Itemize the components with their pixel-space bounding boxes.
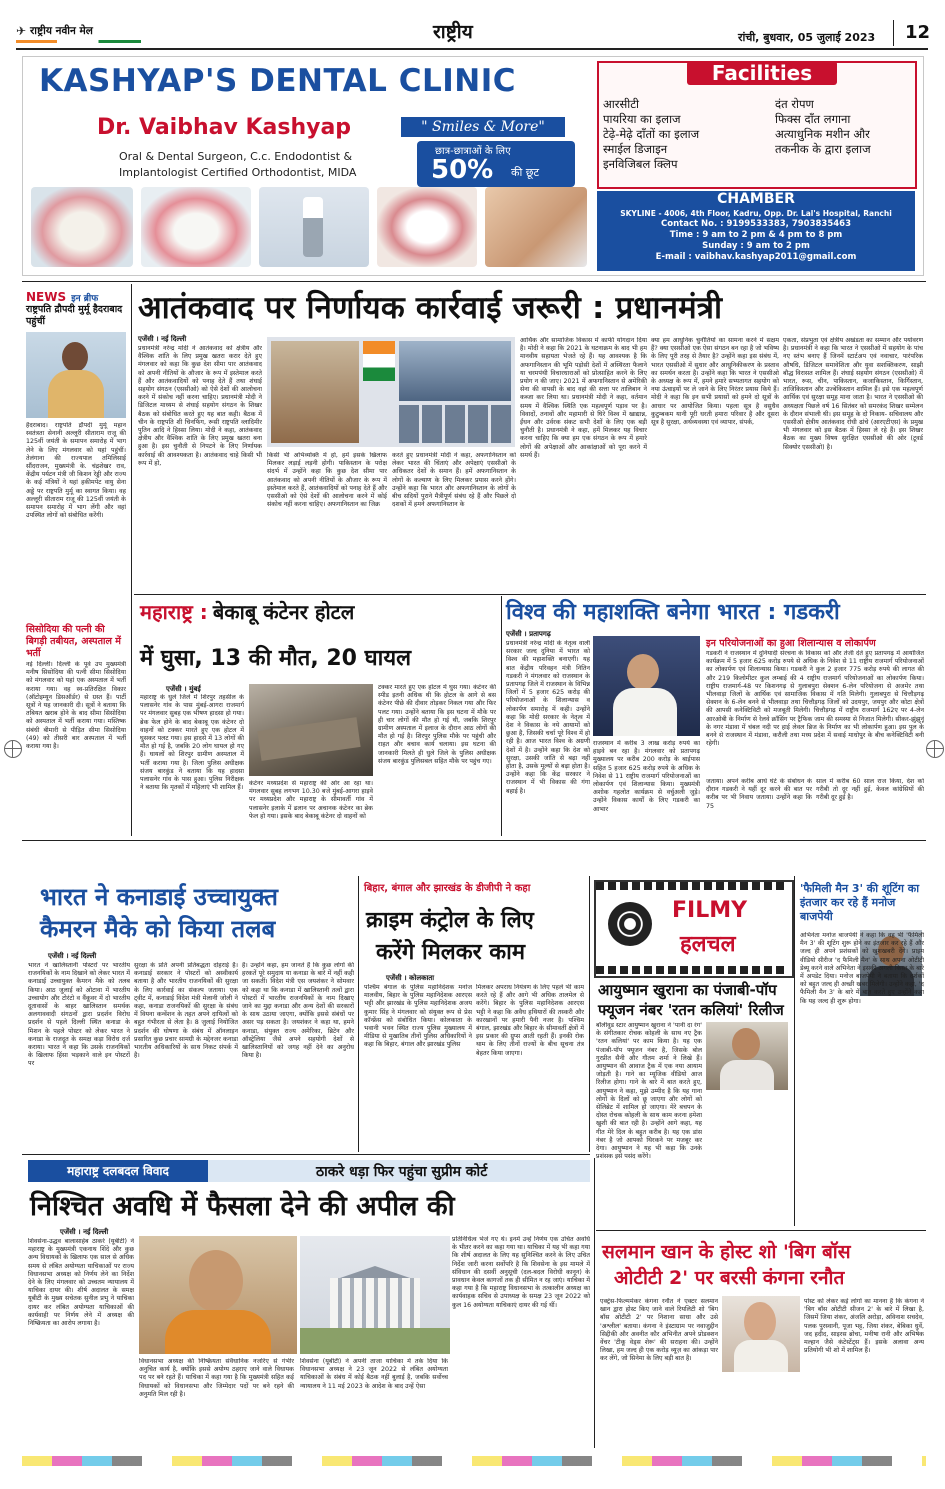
gadkari-col-4: साल में करीब 60 साल राज किया, देश को गरीबी तो दूर नहीं हुई, केवल कांग्रेसियों की गरीबी दूर हुई है। bbox=[816, 778, 924, 802]
brief-1-body: हैदराबाद। राष्ट्रपति द्रौपदी मुर्मू महान स्वतंत्रता सेनानी अल्लूरी सीताराम राजू की 125वीं जयंती के समापन समारोह में भाग लेने के लिए मंगलवार को यहां पहुंचीं। तेलंगाना की राज्यपाल तमिलिसाई सौंदराजन, मुख्यमंत्री के. चंद्रशेखर राव, केंद्रीय पर्यटन मंत्री जी किशन रेड्डी और राज्य के कई मंत्रियों ने यहां हकीमपेट वायु सेना अड्डे पर राष्ट्रपति मुर्मू का स्वागत किया। वह अल्लूरी सीताराम राजू की 125वीं जयंती के समापन समारोह में भाग लेंगी और वहां उपस्थित लोगों को संबोधित करेंगी। bbox=[26, 422, 126, 520]
filmy-logo-text: FILMY bbox=[672, 898, 748, 923]
dateline: रांची, बुधवार, 05 जुलाई 2023 bbox=[738, 31, 876, 44]
gadkari-photo bbox=[593, 636, 700, 736]
masthead-divider bbox=[893, 20, 894, 46]
crime-col-2: मिलकर अपराध नियंत्रण के लिए पहले भी काम करते रहे हैं और आगे भी अधिक तालमेल से करेंगे। बिहार के पुलिस महानिदेशक आरएस भट्टी ने कहा कि अवैध हथियारों की तस्करी और कारखानों पर हमारी पैनी नजर है। पश्चिम बंगाल, झारखंड और बिहार के सीमावर्ती क्षेत्रों में इस प्रकार की ग्रुप्स आती रहती हैं। इनकी रोक थाम के लिए तीनों राज्यों के बीच सूचना तंत्र बेहतर किया जाएगा। bbox=[476, 984, 584, 1057]
facility-item: आरसीटी bbox=[603, 97, 639, 111]
paper-name: राष्ट्रीय नवीन मेल bbox=[30, 25, 93, 37]
salman-col-1: एक्ट्रेस-फिल्ममेकर कंगना रनौत ने एक्टर सलमान खान द्वारा होस्ट किए जाने वाले रियलिटी शो 'बिग बॉस ओटीटी 2' पर निशाना साधा और उसे 'अश्लील' बताया। कंगना ने इंस्टाग्राम पर नवाजुद्दीन सिद्दीकी और अवनीत कौर अभिनीत अपने प्रोडक्शन वेंचर 'टीकू वेड्स शेरू' की सराहना की। उन्होंने लिखा, हम जल्द ही एक करोड़ व्यूज़ का आंकड़ा पार कर लेंगे, जो सिनेमा के लिए बड़ी बात है। bbox=[600, 1298, 718, 1363]
lead-dateline: एजेंसी । नई दिल्ली bbox=[138, 335, 187, 343]
news-in-brief bbox=[22, 284, 128, 832]
maharashtra-col-2: कंटेनर मध्यप्रदेश से महाराष्ट्र की ओर आ रहा था। मंगलवार सुबह लगभग 10.30 बजे मुंबई-आगरा हाइवे पर मध्यप्रदेश और महाराष्ट्र के सीमावर्ती गांव में पलासनेर इलाके में ढलान पर अचानक कंटेनर का ब्रेक फेल हो गया। इसके बाद बेकाबू कंटेनर दो वाहनों को bbox=[249, 780, 373, 820]
filmy-halchal-logo bbox=[594, 880, 794, 978]
facility-item: पायरिया का इलाज bbox=[603, 112, 681, 126]
implant-graphic bbox=[303, 197, 323, 257]
gadkari-col-3: जताया। अपने करीब आधे घंटे के संबोधन के दौरान गडकरी ने यहीं दूर करने की बात पर करीब पर भी निवाय जताया। उन्होंने कहा कि 75 bbox=[706, 778, 812, 810]
video-grid bbox=[399, 405, 511, 443]
sidebar-rule bbox=[131, 284, 132, 836]
video-tile-modi bbox=[271, 341, 359, 443]
crime-headline-1: क्राइम कंट्रोल के लिए bbox=[366, 908, 534, 933]
maharashtra-dateline: एजेंसी । मुंबई bbox=[166, 685, 201, 693]
offer-badge bbox=[417, 141, 575, 187]
doctor-name: Dr. Vaibhav Kashyap bbox=[97, 115, 352, 140]
canada-col-2: सुरक्षा के प्रति अपनी प्रतिबद्धता दोहराई है। कनाडाई सरकार ने पोस्टरों को अस्वीकार्य बताया है और भारतीय राजनयिकों की सुरक्षा के लिए कार्रवाई का संकल्प जताया। एक ट्वीट में, कनाडाई विदेश मंत्री मेलानी जोली ने कहा, कनाडा राजनयिकों की सुरक्षा के संबंध में वियना कन्वेंशन के तहत अपने दायित्वों को बहुत गंभीरता से लेता है। 8 जुलाई नियोजित प्रदर्शन की घोषणा के संबंध में ऑनलाइन प्रसारित कुछ प्रचार सामग्री के मद्देनजर कनाडा भारतीय अधिकारियों के साथ निकट संपर्क में है। bbox=[134, 962, 238, 1060]
video-tile-putin bbox=[399, 341, 511, 401]
registration-mark bbox=[4, 740, 22, 758]
filmy-sidebar-divider bbox=[794, 876, 795, 1226]
sc-col-4: प्रतिनिधित्व भेजे गए थे। इनमें उन्हें निर्णय एक उचित अवधि के भीतर करने का कहा गया था। याचिका में यह भी कहा गया कि शीर्ष अदालत के लिए यह सुनिश्चित करने के लिए उचित निर्देश जारी करना सर्वोपरि है कि शिवसेना के इस मामले में संविधान की दसवीं अनुसूची (दल-बदल विरोधी कानून) के प्रावधान केवल कागजों तक ही सीमित न रह जाएं। याचिका में कहा गया है कि महाराष्ट्र विधानसभा के तत्कालीन अध्यक्ष का कार्यवाहक सचिव से उपाध्यक्ष के समक्ष 23 जून 2022 को कुल 16 अयोग्यता याचिकाएं दायर की गई थीं। bbox=[452, 1236, 590, 1309]
tooth-photo-4 bbox=[377, 187, 477, 267]
page-number: 12 bbox=[905, 22, 931, 43]
clinic-name: KASHYAP'S DENTAL CLINIC bbox=[39, 63, 516, 99]
maharashtra-headline bbox=[140, 598, 500, 625]
nib-brief: इन ब्रीफ bbox=[71, 294, 99, 304]
president-photo bbox=[26, 332, 126, 418]
paper-logo bbox=[16, 22, 146, 44]
facility-item: दंत रोपण bbox=[775, 97, 814, 111]
chamber-email: E-mail : vaibhav.kashyap2011@gmail.com bbox=[655, 252, 857, 262]
tooth-photo-5 bbox=[485, 187, 587, 267]
sc-col-2: विधानसभा अध्यक्ष की निष्क्रियता संवैधानिक नजरिए से गंभीर अनुचित कार्य है, क्योंकि इससे अयोग्य ठहराए जाने वाले विधायक पद पर बने रहते हैं। याचिका में कहा गया है कि मुख्यमंत्री सहित कई विधायकों को विधानसभा और जिम्मेदार पदों पर बने रहने की अनुमति मिल रही है। bbox=[139, 1358, 294, 1398]
chamber-box bbox=[597, 191, 915, 271]
tagline-badge: " Smiles & More" bbox=[401, 117, 565, 137]
salman-headline-1: सलमान खान के होस्ट शो 'बिग बॉस bbox=[602, 1241, 851, 1263]
maharashtra-headline-2: में घुसा, 13 की मौत, 20 घायल bbox=[140, 646, 411, 671]
masthead bbox=[0, 0, 945, 56]
ad-bottom-rule bbox=[22, 281, 926, 282]
offer-line: छात्र-छात्राओं के लिए bbox=[435, 146, 511, 157]
crime-kicker: बिहार, बंगाल और झारखंड के डीजीपी ने कहा bbox=[364, 883, 531, 894]
halchal-logo-text: हलचल bbox=[680, 932, 736, 957]
facilities-left-list bbox=[603, 97, 768, 172]
ayushmann-photo bbox=[706, 1022, 788, 1090]
chamber-sunday: Sunday : 9 am to 2 pm bbox=[702, 241, 810, 251]
film-strip-bottom bbox=[596, 966, 788, 974]
section-title: राष्ट्रीय bbox=[433, 21, 473, 43]
sc-label-band bbox=[28, 1160, 590, 1182]
gadkari-col-2: गडकरी ने राजस्थान में दुनियादी संरचना के विकास को और तेजी देते हुए प्रतापगढ़ में आयोजित कार्यक्रम में 5 हजार 625 करोड़ रुपये से अधिक के निवेश से 11 राष्ट्रीय राजमार्ग परियोजनाओं का लोकार्पण एवं शिलान्यास किया। गडकरी ने कुल 2 हजार 775 करोड़ रुपये की लागत की और 219 किलोमीटर कुल लम्बाई की 4 राष्ट्रीय राजमार्ग परियोजनाओं का लोकार्पण किया। राष्ट्रीय राजमार्ग-48 पर किशनगढ़ से गुलाबपुरा सेक्शन 6-लेन परियोजना से अजमेर तथा भीलवाड़ा जिलों के आर्थिक एवं सामाजिक विकास में गति मिलेगी। गुलाबपुरा से चित्तौड़गढ़ सेक्शन के 6-लेन बनने से भीलवाड़ा तथा चित्तौड़गढ़ जिलों को उदयपुर, जयपुर और कोटा क्षेत्रों की आपसी कनेक्टिविटी को मजबूती मिलेगी। चित्तौड़गढ़ में राष्ट्रीय राजमार्ग 162ए पर 4-लेन आरओबी के निर्माण से रेलवे क्रॉसिंग पर ट्रैफिक जाम की समस्या से निजात मिलेगी। सीकर-झुंझुनूं के नगर मंडावा में चंबल नदी पर हाई लेवल ब्रिज के निर्माण का भी लोकार्पण हुआ। इस पुल के बनने से राजस्थान में मंडावा, करौली तथा मध्य प्रदेश में सवाई माधोपुर के बीच कनेक्टिविटी बनी रहेगी। bbox=[706, 650, 924, 748]
nib-label bbox=[26, 286, 98, 305]
supreme-court-photo bbox=[300, 1236, 450, 1354]
sco-summit-photo bbox=[267, 337, 515, 447]
canada-headline-1: भारत ने कनाडाई उच्चायुक्त bbox=[40, 883, 278, 911]
salman-headline-2: ओटीटी 2' पर बरसी कंगना रनौत bbox=[614, 1267, 845, 1289]
maharashtra-headline-1: बेकाबू कंटेनर होटल bbox=[212, 600, 355, 624]
lead-col-3: करते हुए प्रधानमंत्री मोदी ने कहा, अफगानिस्तान को लेकर भारत की चिंताएं और अपेक्षाएं एससीओ के अधिकतर देशों के समान हैं। हमें अफगानिस्तान के लोगों के कल्याण के लिए मिलकर प्रयास करने होंगे। उन्होंने कहा कि भारत और अफगानिस्तान के लोगों के बीच सदियों पुराने मैत्रीपूर्ण संबंध रहे हैं और पिछले दो दशकों में हमने अफगानिस्तान के bbox=[392, 452, 516, 509]
lead-col-2: किसी भी अभिव्यक्ति में हो, हमें इसके खिलाफ मिलकर लड़ाई लड़नी होगी। पाकिस्तान के परोक्ष संदर्भ में उन्होंने कहा कि कुछ देश सीमा पार आतंकवाद को अपनी नीतियों के औजार के रूप में इस्तेमाल करते हैं, आतंकवादियों को पनाह देते हैं और एससीओ को ऐसे देशों की आलोचना करने में कोई संकोच नहीं करना चाहिए। अफगानिस्तान का जिक्र bbox=[267, 452, 387, 509]
facility-item: स्माईल डिजाइन bbox=[603, 142, 668, 156]
brief-2-headline: सिसोदिया की पत्नी की बिगड़ी तबीयत, अस्पताल में भर्ती bbox=[26, 624, 121, 659]
facility-item: टेढ़े-मेढ़े दाँतों का इलाज bbox=[603, 127, 700, 141]
tooth-photo-1 bbox=[31, 187, 133, 267]
crime-headline-2: करेंगे मिलकर काम bbox=[376, 940, 526, 965]
gadkari-caption: राजस्थान में करीब 3 लाख करोड़ रुपये का हाइवे बन रहा है। मंगलवार को प्रतापगढ़ मुख्यालय पर करीब 200 करोड़ के बाईपास सहित 5 हजार 625 करोड़ रुपये के अधिक के निवेश से 11 राष्ट्रीय राजमार्ग परियोजनाओं का लोकार्पण एवं शिलान्यास किया। मुख्यमंत्री अशोक गहलोत कार्यक्रम से वर्चुअली जुड़े। उन्होंने विकास कार्यों के लिए गडकरी का आभार bbox=[593, 740, 700, 813]
sc-headline: निश्चित अवधि में फैसला देने की अपील की bbox=[30, 1191, 455, 1222]
canada-headline-2: कैमरन मैके को किया तलब bbox=[40, 915, 276, 943]
sc-salman-divider bbox=[594, 1158, 595, 1448]
crime-dateline: एजेंसी । कोलकाता bbox=[386, 974, 435, 982]
lead-bottom-rule bbox=[134, 594, 926, 595]
ayushmann-headline-2: फ्यूजन नंबर 'रतन कलियां' रिलीज bbox=[598, 1001, 784, 1019]
ayushmann-col-1: बॉलीवुड स्टार आयुष्मान खुराना ने 'पानी दा रंग' के संगीतकार रोचक कोहली के साथ नए ट्रैक 'रतन कलियां' पर काम किया है। यह एक पंजाबी-पॉप फ्यूजन नंबर है, जिसके बोल गुरप्रीत सैनी और गौतम शर्मा ने लिखे हैं। आयुष्मान की आवाज ट्रैक में एक नया आयाम जोड़ती है। गाने का म्यूजिक वीडियो आज रिलीज होगा। गाने के बारे में बात करते हुए, आयुष्मान ने कहा, मुझे उम्मीद है कि यह गाना लोगों के दिलों को छू जाएगा और लोगों को सेलिब्रेट में शामिल हो जाएगा। मेरे बचपन के दोस्त रोचक कोहली के साथ काम करना हमेशा खुशी की बात रही है। उन्होंने आगे कहा, यह गीत मेरे दिल के बहुत करीब है। यह एक डांस नंबर है जो आपको थिरकने पर मजबूर कर देगा। आयुष्मान ने यह भी कहा कि उनके प्रशंसक इसे पसंद करेंगे। bbox=[596, 1022, 702, 1161]
accident-photo bbox=[249, 684, 373, 776]
sc-kicker: ठाकरे धड़ा फिर पहुंचा सुप्रीम कोर्ट bbox=[316, 1164, 488, 1180]
family-man-headline: 'फैमिली मैन 3' की शूटिंग का इंतजार कर रहे हैं मनोज बाजपेयी bbox=[800, 882, 920, 923]
offer-percent: 50% bbox=[431, 155, 494, 185]
maharashtra-col-3: टक्कर मारते हुए एक होटल में घुस गया। कंटेनर की स्पीड इतनी अधिक थी कि होटल के आगे से बस कंटेनर पीछे की दीवार तोड़कर निकल गया और फिर पलट गया। उन्होंने बताया कि इस घटना में मौके पर ही चार लोगों की मौत हो गई थी, जबकि शिरपुर ग्रामीण अस्पताल में इलाज के दौरान आठ लोगों की मौत हो गई है। शिरपुर पुलिस मौके पर पहुंची और राहत और बचाव कार्य चलाया। इस घटना की जानकारी मिलते ही धुले जिले के पुलिस अधीक्षक संजय बारकुंड पुलिसबल सहित मौके पर पहुंच गए। bbox=[378, 684, 496, 765]
lead-col-4: आर्थिक और सामाजिक विकास में काफी योगदान दिया है। मोदी ने कहा कि 2021 के घटनाक्रम के बाद भी हम मानवीय सहायता भेजते रहे हैं। यह आवश्यक है कि अफगानिस्तान की भूमि पड़ोसी देशों में अस्थिरता फैलाने या चरमपंथी विचारधाराओं को प्रोत्साहित करने के लिए प्रयोग न की जाए। 2021 में अफगानिस्तान से अमेरिकी सेना की वापसी के बाद वहां की सत्ता पर तालिबान ने कब्जा कर लिया था। प्रधानमंत्री मोदी ने कहा, वर्तमान समय में वैश्विक स्थिति एक महत्वपूर्ण पड़ाव पर है। विवादों, तनावों और महामारी से घिरे विश्व में खाद्यान्न, ईंधन और उर्वरक संकट सभी देशों के लिए एक बड़ी चुनौती है। प्रधानमंत्री ने कहा, हमें मिलकर यह विचार करना चाहिए कि क्या हम एक संगठन के रूप में हमारे लोगों की अपेक्षाओं और आकांक्षाओं को पूरा करने में समर्थ हैं। bbox=[520, 337, 647, 459]
chamber-address: SKYLINE - 4006, 4th Floor, Kadru, Opp. Dr. Lal's Hospital, Ranchi bbox=[620, 209, 892, 218]
gadkari-col-1: प्रधानमंत्री नरेन्द्र मोदी के नेतृत्व वाली सरकार जल्द दुनिया में भारत को विश्व की महाशक्ति बनाएगी। यह बात केंद्रीय परिवहन मंत्री नितिन गडकरी ने मंगलवार को राजस्थान के प्रतापगढ़ जिले में राजस्थान के विभिन्न जिलों में 5 हजार 625 करोड़ की परियोजनाओं के शिलान्यास व लोकार्पण समारोह में कही। उन्होंने कहा कि मोदी सरकार के नेतृत्व में देश ने विकास के नये आयामों को छुआ है, जिसकी चर्चा पूरे विश्व में हो रही है। आज भारत विश्व के अग्रणी देशों में है। उन्होंने कहा कि देश को सुरक्षा, उसकी जांति से बढ़ा नहीं होता है, उसके मूल्यों से बढ़ा होता है। उन्होंने कहा कि केंद्र सरकार ने राजस्थान में भी विकास की गंगा बहाई है। bbox=[506, 640, 590, 795]
facility-item: तकनीक के द्वारा इलाज bbox=[775, 142, 871, 156]
film-strip-top bbox=[596, 882, 788, 890]
maharashtra-col-1: महाराष्ट्र के धुले जिले में शिरपुर तहसील के पलासनेर गांव के पास मुंबई-आगरा राजमार्ग पर मंगलवार सुबह एक भीषण हादसा हो गया। ब्रेक फेल होने के बाद बेकाबू एक कंटेनर दो वाहनों को टक्कर मारते हुए एक होटल में घुसकर पलट गया। इस हादसे में 13 लोगों की मौत हो गई है, जबकि 20 लोग घायल हो गए हैं। घायलों को शिरपुर ग्रामीण अस्पताल में भर्ती कराया गया है। जिला पुलिस अधीक्षक संजय बारकुंड ने बताया कि यह हादसा पलासनेर गांव के पास हुआ। पुलिस निरीक्षक ने बताया कि मृतकों में महिलाएं भी शामिल हैं। bbox=[140, 694, 244, 792]
facilities-right-list bbox=[775, 97, 911, 157]
brief-2-body: नई दिल्ली। दिल्ली के पूर्व उप मुख्यमंत्री मनीष सिसोदिया की पत्नी सीमा सिसोदिया को मंगलवार को यहां एक अस्पताल में भर्ती कराया गया। वह स्व-प्रतिरक्षित विकार (ऑटोइम्यून डिसऑर्डर) से ग्रस्त हैं। पार्टी सूत्रों ने यह जानकारी दी। सूत्रों ने बताया कि तबियत खराब होने के बाद सीमा सिसोदिया को अस्पताल में भर्ती कराया गया। मस्तिष्क संबंधी बीमारी से पीड़ित सीमा सिसोदिया (49) को तीसरी बार अस्पताल में भर्ती कराया गया है। bbox=[26, 661, 126, 751]
canada-col-1: भारत ने खालिस्तानी पोस्टरों पर भारतीय राजनयिकों के नाम दिखाने को लेकर भारत में कनाडाई उच्चायुक्त कैमरन मैके को तलब किया। आठ जुलाई को ओटावा में भारतीय उच्चायोग और टोरंटो व वैंकूवर में दो भारतीय दूतावासों के बाहर खालिस्तान समर्थक अलगाववादी संगठनों द्वारा प्रदर्शन विरोध प्रदर्शन से पहले दिल्ली स्थित कनाडा के मिशन के पहले पोस्टर को लेकर भारत ने कनाडा के राजदूत के समक्ष कड़ा विरोध दर्ज कराया। भारत ने कहा कि उसके राजनयिकों के खिलाफ हिंसा भड़काने वाले इन पोस्टरों पर bbox=[28, 962, 130, 1068]
lead-col-5: क्या हम आधुनिक चुनौतियों का सामना करने में सक्षम हैं? क्या एससीओ एक ऐसा संगठन बन रहा है जो भविष्य के लिए पूरी तरह से तैयार है? उन्होंने कहा इस संबंध में, भारत एससीओ में सुधार और आधुनिकीकरण के प्रस्ताव का समर्थन करता है। उन्होंने कहा कि भारत ने एससीओ के अध्यक्ष के रूप में, हमने हमारे सभ्यतागत सहयोग को नया ऊंचाइयों पर ले जाने के लिए निरंतर प्रयास किये हैं। मोदी ने कहा कि इन सभी प्रयासों को हमने दो सूत्रों के आधार पर आयोजित किया। पहला सूत्र है वसुधैव कुटुम्बकम यानी पूरी धरती हमारा परिवार है और दूसरा सूत्र है सुरक्षा, अर्थव्यवस्था एवं व्यापार, संपर्क, bbox=[651, 337, 779, 427]
chamber-title: CHAMBER bbox=[717, 191, 795, 207]
family-man-body: अभिनेता मनोज बाजपेयी ने कहा कि वह भी 'फैमिली मैन 3' की शूटिंग शुरू होने का इंतजार कर रहे हैं और जल्द ही अपने प्रशंसकों को खुशखबरी देंगे। प्राइम वीडियो सीरीज 'द फैमिली मैन' के साथ अपना ओटीटी डेब्यू करने वाले अभिनेता ने इसकी अगली किस्त के बारे में अपडेट दिया। मनोज बाजपेयी ने बताया कि दर्शकों को बहुत जल्द ही अच्छी खबर मिलेगी। उन्होंने कहा, 'द फैमिली मैन 3' के बारे में बात करते हुए उन्होंने कहा कि यह जल्द ही शुरू होगा। bbox=[800, 932, 924, 1005]
facilities-title: Facilities bbox=[687, 61, 837, 85]
mid-rule bbox=[22, 840, 926, 841]
maharashtra-gadkari-divider bbox=[501, 596, 502, 836]
crime-col-1: पश्चिम बंगाल के पुलिस महानिदेशक मनोज मालवीय, बिहार के पुलिस महानिदेशक आरएस भट्टी और झारखंड के पुलिस महानिदेशक अजय कुमार सिंह ने मंगलवार को संयुक्त रूप से प्रेस कॉन्फ्रेंस को संबोधित किया। कोलकाता के भवानी भवन स्थित राज्य पुलिस मुख्यालय में मीडिया से मुखातिब तीनों पुलिस अधिकारियों ने कहा कि बिहार, बंगाल और झारखंड पुलिस bbox=[364, 984, 472, 1049]
salman-top-rule bbox=[596, 1230, 926, 1231]
lead-col-6: एकता, संप्रभुता एवं क्षेत्रीय अखंडता का सम्मान और पर्यावरण है। प्रधानमंत्री ने कहा कि भारत ने एससीओ में सहयोग के पांच नए स्तंभ बनाए हैं जिनमें स्टार्टअप एवं नवाचार, पारंपरिक औषधि, डिजिटल समावेशिता और युवा सशक्तिकरण, साझी बौद्ध विरासत शामिल हैं। शंघाई सहयोग संगठन (एससीओ) में भारत, रूस, चीन, पाकिस्तान, कजाकिस्तान, किर्गिस्तान, ताजिकिस्तान और उज्बेकिस्तान शामिल हैं। इसे एक महत्वपूर्ण आर्थिक एवं सुरक्षा समूह माना जाता है। भारत ने एससीओ की अध्यक्षता पिछले वर्ष 16 सितंबर को समरकंद शिखर सम्मेलन के दौरान संभाली थी। इस समूह के दो निकाय- सचिवालय और एससीओ क्षेत्रीय आतंकवाद रोधी ढांचे (आरएटीएस) के प्रमुख भी मंगलवार को इस बैठक में हिस्सा ले रहे हैं। इस शिखर बैठक का मुख्य विषय सुरक्षित एससीओ की ओर (टूवर्ड सिक्योर एससीओ) है। bbox=[783, 337, 923, 451]
sc-dateline: एजेंसी । नई दिल्ली bbox=[60, 1228, 109, 1236]
maharashtra-kicker: महाराष्ट्र : bbox=[140, 600, 208, 624]
tooth-photo-2 bbox=[141, 187, 251, 267]
ayushmann-headline-1: आयुष्मान खुराना का पंजाबी-पॉप bbox=[598, 981, 777, 999]
canada-crime-divider bbox=[358, 876, 359, 1152]
salman-col-2: पोस्ट को लेकर कई लोगों का मानना है कि कंगना ने 'बिग बॉस ओटीटी सीजन 2' के बारे में लिखा है, जिसमें जिया शंकर, अंजलि अरोड़ा, अविनाश सचदेव, पलक पुरस्वानी, पूजा भट्ट, जिया शंकर, बेबिका धुर्वे, जद हदीद, साइरस ब्रोचा, मनीषा रानी और अभिषेक मल्हान जैसे कंटेस्टेंट्स हैं। इसके अलावा अन्य प्रतियोगी भी शो में शामिल हैं। bbox=[804, 1298, 924, 1355]
dental-clinic-ad bbox=[22, 56, 924, 276]
brief-1-headline: राष्ट्रपति द्रौपदी मुर्मू हैदराबाद पहुंचीं bbox=[26, 304, 123, 327]
sc-label: महाराष्ट्र दलबदल विवाद bbox=[28, 1160, 208, 1182]
masthead-rule bbox=[16, 48, 928, 50]
sc-col-1: शिवसेना-उद्धव बालासाहेब ठाकरे (यूबीटी) ने महाराष्ट्र के मुख्यमंत्री एकनाथ शिंदे और कुछ अन्य विधायकों के खिलाफ एक साल से अधिक समय से लंबित अयोग्यता याचिकाओं पर राज्य विधानसभा अध्यक्ष को निर्णय लेने का निर्देश देने के लिए मंगलवार को उच्चतम न्यायालय में याचिका दायर की। शीर्ष अदालत के समक्ष यूबीटी के मुख्य सचेतक सुनील प्रभु ने याचिका दायर कर लंबित अयोग्यता याचिकाओं की कार्यवाही पर निर्णय लेने में अध्यक्ष की निष्क्रियता का आरोप लगाया है। bbox=[28, 1238, 134, 1328]
facility-item: अत्याधुनिक मशीन और bbox=[775, 127, 870, 141]
facility-item: इनविजिबल क्लिप bbox=[603, 157, 678, 171]
chamber-contact: Contact No. : 9199533383, 7903835463 bbox=[661, 219, 851, 229]
chamber-time: Time : 9 am to 2 pm & 4 pm to 8 pm bbox=[669, 230, 843, 240]
tricolor-bar bbox=[16, 40, 141, 43]
canada-dateline: एजेंसी । नई दिल्ली bbox=[48, 952, 97, 960]
kangana-photo bbox=[722, 1296, 800, 1372]
tooth-photo-3 bbox=[259, 187, 369, 267]
gadkari-headline: विश्व की महाशक्ति बनेगा भारत : गडकरी bbox=[506, 600, 840, 625]
lead-headline: आतंकवाद पर निर्णायक कार्रवाई जरूरी : प्रधानमंत्री bbox=[138, 290, 723, 326]
gadkari-subhead: इन परियोजनाओं का हुआ शिलान्यास व लोकार्पण bbox=[706, 638, 876, 649]
film-reel-icon bbox=[608, 902, 652, 946]
bird-icon: ✈ bbox=[16, 24, 27, 38]
gadkari-dateline: एजेंसी । प्रतापगढ़ bbox=[506, 630, 551, 638]
flag-tile bbox=[363, 341, 395, 381]
facility-item: फिक्स दाँत लगाना bbox=[775, 112, 851, 126]
canada-col-3: है। उन्होंने कहा, हम जानते हैं कि कुछ लोगों की हरकतें पूरे समुदाय या कनाडा के बारे में नहीं कही जा सकतीं। विदेश मंत्री एस जयशंकर ने सोमवार को कहा था कि कनाडा में खालिस्तानी तत्वों द्वारा पोस्टरों में भारतीय राजनयिकों के नाम दिखाए जाने का मुद्दा कनाडा और अन्य देशों की सरकारों के साथ उठाया जाएगा, क्योंकि इससे संबंधों पर असर पड़ सकता है। जयशंकर ने कहा था, हमने कनाडा, संयुक्त राज्य अमेरिका, ब्रिटेन और ऑस्ट्रेलिया जैसे अपने सहयोगी देशों से खालिस्तानियों को जगह नहीं देने का अनुरोध किया है। bbox=[242, 962, 354, 1060]
crime-filmy-divider bbox=[589, 876, 590, 1152]
offer-suffix: की छूट bbox=[511, 166, 540, 179]
qualification-1: Oral & Dental Surgeon, C.c. Endodontist & bbox=[119, 150, 353, 163]
color-bar bbox=[22, 1456, 926, 1466]
nib-news: NEWS bbox=[26, 290, 67, 304]
registration-mark bbox=[926, 740, 944, 758]
lead-col-1: प्रधानमंत्री नरेन्द्र मोदी ने आतंकवाद को क्षेत्रीय और वैश्विक शांति के लिए प्रमुख खतरा करार देते हुए मंगलवार को कहा कि कुछ देश सीमा पार आतंकवाद को अपनी नीतियों के औजार के रूप में इस्तेमाल करते हैं और आतंकवादियों को पनाह देते हैं तथा शंघाई सहयोग संगठन (एससीओ) को ऐसे देशों की आलोचना करने में संकोच नहीं करना चाहिए। प्रधानमंत्री मोदी ने डिजिटल माध्यम से शंघाई सहयोग संगठन के शिखर बैठक को संबोधित करते हुए यह बात कही। बैठक में चीन के राष्ट्रपति शी चिनफिंग, रूसी राष्ट्रपति व्लादिमीर पुतिन आदि ने हिस्सा लिया। मोदी ने कहा, आतंकवाद क्षेत्रीय और वैश्विक शांति के लिए प्रमुख खतरा बना हुआ है। इस चुनौती से निपटने के लिए निर्णायक कार्रवाई की आवश्यकता है। आतंकवाद चाहे किसी भी रूप में हो, bbox=[138, 345, 262, 467]
canada-bottom-rule bbox=[22, 1154, 590, 1155]
uddhav-photo bbox=[139, 1236, 297, 1354]
qualification-2: Implantologist Certified Orthodontist, MIDA bbox=[119, 166, 357, 179]
sc-col-3: शिवसेना (यूबीटी) ने अपनी ताजा याचिका में तर्क दिया कि विधानसभा अध्यक्ष ने 23 जून 2022 से लंबित अयोग्यता याचिकाओं के संबंध में कोई बैठक नहीं बुलाई है, जबकि सर्वोच्च न्यायालय ने 11 मई 2023 के आदेश के बाद उन्हें ऐसा bbox=[300, 1358, 448, 1390]
